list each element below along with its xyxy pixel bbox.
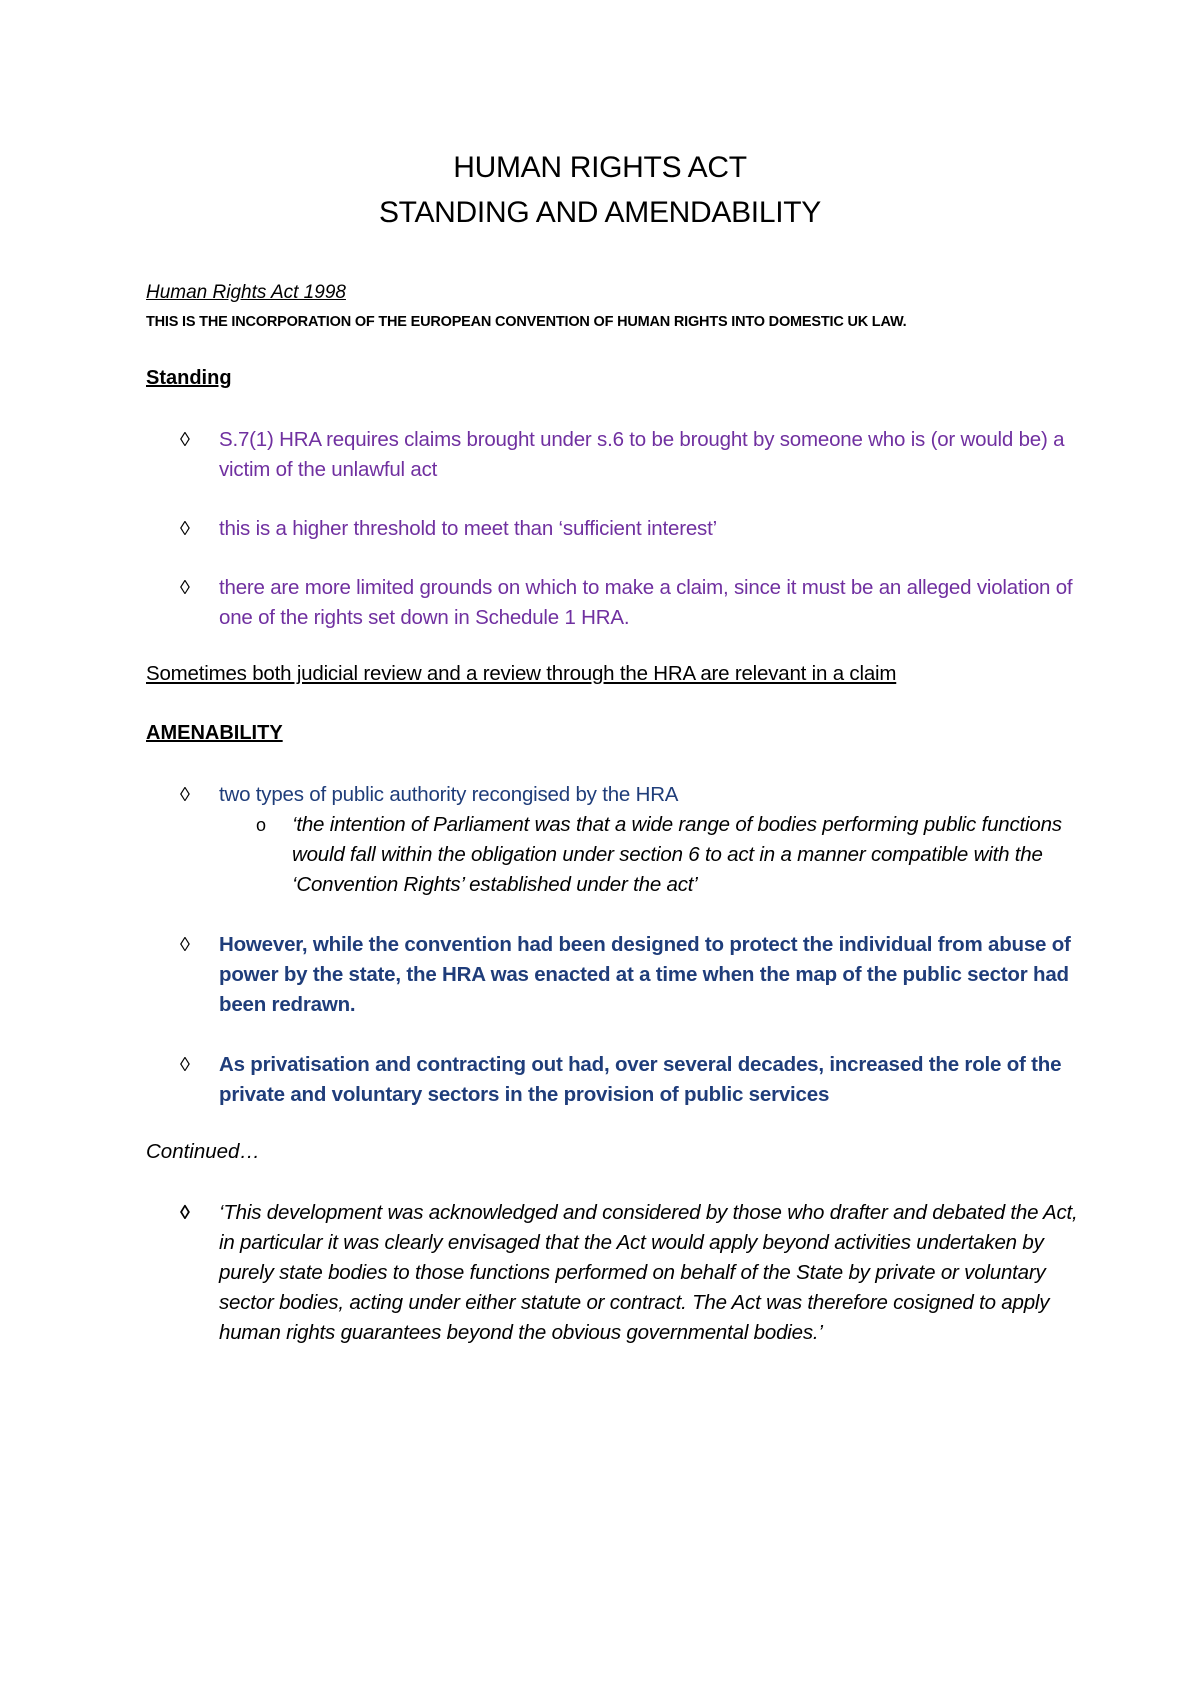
- circle-bullet-icon: o: [256, 815, 267, 835]
- title-line-1: HUMAN RIGHTS ACT: [453, 151, 747, 184]
- diamond-bullet-icon: ◊: [180, 518, 190, 540]
- continued-quote-text: ‘This development was acknowledged and considered by those who drafter and debated the Act, in particular it was clearly envisaged that the Act would apply beyond activities undertaken by purely state bodies to those functions performed on behalf of the State by private or voluntary sector bodies, acting under either statute or contract. The Act was therefore cosigned to apply human rights guarantees beyond the obvious governmental bodies.’: [219, 1201, 1078, 1344]
- diamond-bullet-icon: ◊: [180, 577, 190, 599]
- amenability-heading: AMENABILITY: [146, 722, 283, 744]
- diamond-bullet-icon: ◊: [180, 1054, 190, 1076]
- diamond-bullet-icon: ◊: [180, 1202, 190, 1224]
- note-text: Sometimes both judicial review and a review through the HRA are relevant in a claim: [146, 662, 897, 685]
- amenability-bullet-text: However, while the convention had been designed to protect the individual from abuse of power by the state, the HRA was enacted at a time when the map of the public sector had been redrawn.: [219, 933, 1071, 1016]
- sub-bullet-quote: ‘the intention of Parliament was that a wide range of bodies performing public functions would fall within the obligation under section 6 to act in a manner compatible with the ‘Convention Rights’ established under the act’: [292, 813, 1062, 896]
- diamond-bullet-icon: ◊: [180, 934, 190, 956]
- standing-bullet-text: this is a higher threshold to meet than ‘sufficient interest’: [219, 517, 717, 540]
- diamond-bullet-icon: ◊: [180, 784, 190, 806]
- title-line-2: STANDING AND AMENDABILITY: [378, 196, 822, 229]
- diamond-bullet-icon: ◊: [180, 429, 190, 451]
- amenability-bullet-text: two types of public authority recongised by the HRA: [219, 783, 679, 806]
- amenability-bullet-text: As privatisation and contracting out had, over several decades, increased the role of the private and voluntary sectors in the provision of public services: [219, 1053, 1062, 1106]
- act-name: Human Rights Act 1998: [146, 282, 346, 303]
- incorporation-statement: THIS IS THE INCORPORATION OF THE EUROPEAN CONVENTION OF HUMAN RIGHTS INTO DOMESTIC UK LAW.: [146, 314, 907, 330]
- continued-label: Continued…: [146, 1140, 260, 1163]
- standing-bullet-text: S.7(1) HRA requires claims brought under s.6 to be brought by someone who is (or would be) a victim of the unlawful act: [219, 428, 1065, 481]
- standing-heading: Standing: [146, 367, 232, 389]
- standing-bullet-text: there are more limited grounds on which to make a claim, since it must be an alleged violation of one of the rights set down in Schedule 1 HRA.: [219, 576, 1073, 629]
